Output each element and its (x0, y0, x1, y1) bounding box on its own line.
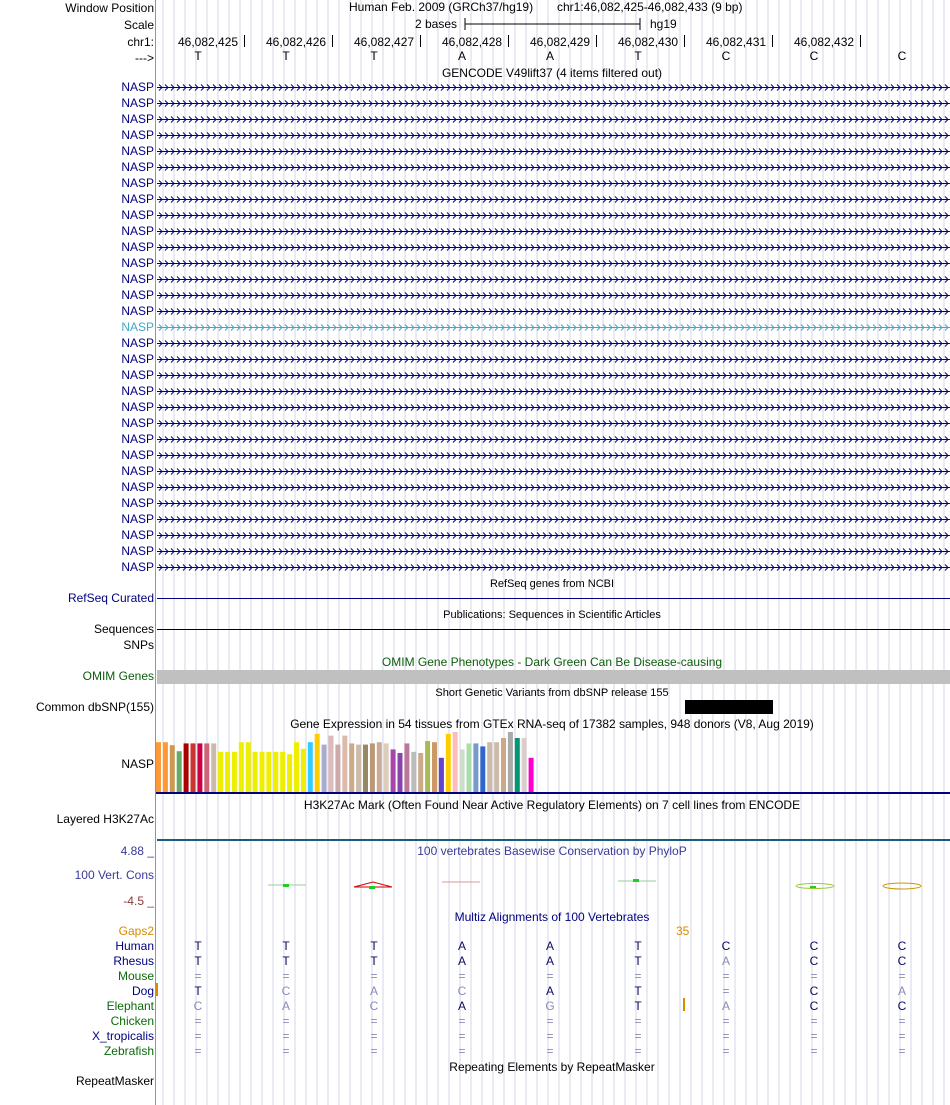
gencode-transcript-label[interactable]: NASP (121, 224, 154, 238)
gencode-transcript[interactable] (157, 547, 950, 556)
gencode-transcript[interactable] (157, 387, 950, 396)
reference-base: T (194, 49, 202, 63)
omim-title: OMIM Gene Phenotypes - Dark Green Can Be Disease-causing (381, 655, 723, 669)
aligned-base: A (721, 954, 730, 968)
gencode-transcript-label[interactable]: NASP (121, 192, 154, 206)
coordinate-tick (332, 35, 333, 47)
reference-base: T (370, 49, 378, 63)
gtex-tissue-bar (218, 752, 223, 792)
aligned-base: T (634, 954, 642, 968)
position-text: chr1:46,082,425-46,082,433 (9 bp) (557, 0, 743, 14)
aligned-base: = (722, 1044, 730, 1058)
aligned-base: = (810, 969, 818, 983)
gtex-tissue-bar (294, 742, 299, 792)
assembly-text: Human Feb. 2009 (GRCh37/hg19) (349, 0, 534, 14)
aligned-base: = (634, 1044, 642, 1058)
gtex-tissue-bar (349, 743, 354, 792)
reference-base: T (282, 49, 290, 63)
gtex-tissue-bar (404, 743, 409, 792)
gtex-tissue-bar (329, 736, 334, 792)
aligned-base: C (457, 984, 467, 998)
publications-title: Publications: Sequences in Scientific Articles (443, 609, 661, 621)
gencode-transcript[interactable] (157, 403, 950, 412)
gtex-tissue-bar (232, 752, 237, 792)
aligned-base: = (282, 1014, 290, 1028)
gtex-tissue-bar (170, 745, 175, 792)
gtex-tissue-bar (391, 749, 396, 792)
gtex-tissue-bar (266, 752, 271, 792)
gtex-tissue-bar (197, 743, 202, 792)
gencode-transcript-label[interactable]: NASP (121, 432, 154, 446)
reference-base: T (634, 49, 642, 63)
gtex-tissue-bar (432, 742, 437, 792)
gencode-transcript-label[interactable]: NASP (121, 528, 154, 542)
gencode-transcript[interactable] (157, 115, 950, 124)
gtex-tissue-bar (260, 752, 265, 792)
aligned-base: = (370, 1029, 378, 1043)
gtex-tissue-bar (487, 742, 492, 792)
coordinate-tick (244, 35, 245, 47)
gtex-tissue-bar (273, 752, 278, 792)
aligned-base: = (634, 969, 642, 983)
gencode-transcript-label[interactable]: NASP (121, 496, 154, 510)
gtex-tissue-bar (460, 749, 465, 792)
gencode-transcript-label[interactable]: NASP (121, 464, 154, 478)
aligned-base: C (809, 984, 819, 998)
aligned-base: T (634, 984, 642, 998)
refseq-title: RefSeq genes from NCBI (489, 578, 615, 590)
aligned-base: C (193, 999, 203, 1013)
aligned-base: = (282, 1044, 290, 1058)
gtex-tissue-bar (411, 752, 416, 792)
species-label[interactable]: X_tropicalis (91, 1029, 154, 1043)
phylop-bar (268, 884, 306, 887)
gtex-tissue-bar (398, 753, 403, 792)
gencode-transcript[interactable] (157, 179, 950, 188)
h3k27ac-label[interactable]: Layered H3K27Ac (56, 812, 154, 826)
phylop-bar (354, 882, 392, 889)
gtex-tissue-bar (473, 743, 478, 792)
aligned-base: = (722, 984, 730, 998)
gencode-transcript[interactable] (157, 163, 950, 172)
refseq-label[interactable]: RefSeq Curated (67, 591, 154, 605)
gtex-tissue-bar (384, 743, 389, 792)
coordinate-tick (508, 35, 509, 47)
species-label[interactable]: Elephant (106, 999, 154, 1013)
scale-bar (464, 16, 642, 32)
repeatmasker-title: Repeating Elements by RepeatMasker (449, 1060, 655, 1074)
gencode-transcript-label[interactable]: NASP (121, 416, 154, 430)
gtex-tissue-bar (494, 742, 499, 792)
gencode-transcript[interactable] (157, 195, 950, 204)
gencode-transcript-label[interactable]: NASP (121, 400, 154, 414)
reference-base: A (457, 49, 466, 63)
aligned-base: T (194, 939, 202, 953)
gencode-transcript[interactable] (157, 259, 950, 268)
gtex-tissue-bar (480, 746, 485, 792)
gencode-transcript-label[interactable]: NASP (121, 144, 154, 158)
coordinate-tick (772, 35, 773, 47)
gap-marker (683, 998, 685, 1011)
aligned-base: = (634, 1029, 642, 1043)
gencode-transcript-label[interactable]: NASP (121, 368, 154, 382)
phylop-max: 4.88 _ (120, 844, 154, 858)
aligned-base: = (282, 969, 290, 983)
aligned-base: C (897, 954, 907, 968)
gencode-transcript-label[interactable]: NASP (121, 448, 154, 462)
dbsnp-label[interactable]: Common dbSNP(155) (35, 700, 154, 714)
gtex-tissue-bar (439, 758, 444, 792)
aligned-base: G (545, 999, 555, 1013)
aligned-base: C (809, 939, 819, 953)
gencode-transcript[interactable] (157, 243, 950, 252)
label-column-border (155, 0, 156, 1105)
gencode-transcript[interactable] (157, 147, 950, 156)
aligned-base: A (545, 939, 554, 953)
omim-bar[interactable] (157, 670, 950, 684)
aligned-base: A (897, 984, 906, 998)
gencode-transcript-label[interactable]: NASP (121, 240, 154, 254)
aligned-base: = (194, 1044, 202, 1058)
gencode-transcript[interactable] (157, 563, 950, 572)
species-label[interactable]: Human (115, 939, 154, 953)
reference-base: C (897, 49, 907, 63)
reference-base: C (809, 49, 819, 63)
gtex-tissue-bar (522, 738, 527, 792)
gtex-tissue-bar (425, 741, 430, 792)
aligned-base: A (457, 954, 466, 968)
phylop-label[interactable]: 100 Vert. Cons (74, 868, 154, 882)
gencode-transcript[interactable] (157, 131, 950, 140)
aligned-base: C (721, 939, 731, 953)
gtex-tissue-bar (467, 743, 472, 792)
gtex-bar-chart[interactable] (156, 730, 950, 796)
coordinate-label: 46,082,427 (354, 35, 415, 49)
aligned-base: = (370, 969, 378, 983)
aligned-base: = (722, 1029, 730, 1043)
repeatmasker-label[interactable]: RepeatMasker (75, 1074, 154, 1088)
aligned-base: = (898, 1044, 906, 1058)
gtex-tissue-bar (177, 751, 182, 792)
phylop-bar (618, 879, 656, 882)
dbsnp-variant[interactable] (685, 700, 773, 714)
gencode-transcript[interactable] (157, 307, 950, 316)
multiz-title: Multiz Alignments of 100 Vertebrates (454, 910, 650, 924)
aligned-base: A (281, 999, 290, 1013)
coordinate-label: 46,082,429 (530, 35, 591, 49)
gencode-transcript[interactable] (157, 531, 950, 540)
aligned-base: C (369, 999, 379, 1013)
aligned-base: A (545, 954, 554, 968)
aligned-base: = (722, 1014, 730, 1028)
gtex-tissue-bar (322, 745, 327, 792)
gtex-tissue-bar (211, 743, 216, 792)
gtex-tissue-bar (501, 738, 506, 792)
gtex-tissue-bar (377, 742, 382, 792)
gtex-tissue-bar (363, 745, 368, 792)
gtex-tissue-bar (246, 742, 251, 792)
aligned-base: C (897, 939, 907, 953)
coordinate-label: 46,082,431 (706, 35, 767, 49)
aligned-base: = (634, 1014, 642, 1028)
gtex-tissue-bar (225, 752, 230, 792)
omim-label[interactable]: OMIM Genes (82, 669, 154, 683)
gap-marker (156, 983, 158, 996)
gtex-tissue-bar (191, 743, 196, 792)
aligned-base: A (721, 999, 730, 1013)
gencode-transcript[interactable] (157, 323, 950, 332)
sequences-line[interactable] (157, 629, 950, 630)
gencode-transcript[interactable] (157, 83, 950, 92)
aligned-base: = (194, 1029, 202, 1043)
gtex-tissue-bar (301, 749, 306, 792)
gencode-transcript[interactable] (157, 275, 950, 284)
phylop-title: 100 vertebrates Basewise Conservation by PhyloP (417, 844, 687, 858)
aligned-base: = (370, 1014, 378, 1028)
aligned-base: T (194, 984, 202, 998)
refseq-line[interactable] (157, 598, 950, 599)
gtex-tissue-bar (453, 732, 458, 792)
gtex-tissue-bar (418, 753, 423, 792)
gencode-transcript[interactable] (157, 355, 950, 364)
scale-db: hg19 (650, 17, 677, 31)
coordinate-label: 46,082,425 (178, 35, 239, 49)
coordinate-tick (420, 35, 421, 47)
coordinate-label: 46,082,432 (794, 35, 855, 49)
gencode-transcript-label[interactable]: NASP (121, 480, 154, 494)
gencode-transcript-label[interactable]: NASP (121, 560, 154, 574)
aligned-base: C (809, 999, 819, 1013)
aligned-base: T (194, 954, 202, 968)
gtex-tissue-bar (163, 742, 168, 792)
gtex-tissue-bar (156, 742, 161, 792)
aligned-base: = (546, 1014, 554, 1028)
gtex-tissue-bar (370, 743, 375, 792)
sequences-label[interactable]: Sequences (93, 622, 154, 636)
gencode-transcript-label[interactable]: NASP (121, 288, 154, 302)
gencode-transcript[interactable] (157, 339, 950, 348)
aligned-base: = (898, 1014, 906, 1028)
gtex-label[interactable]: NASP (121, 757, 154, 771)
gencode-transcript-label[interactable]: NASP (121, 544, 154, 558)
gencode-transcript-label[interactable]: NASP (121, 336, 154, 350)
phylop-min: -4.5 _ (123, 894, 154, 908)
aligned-base: = (810, 1029, 818, 1043)
phylop-bar (883, 883, 921, 889)
h3k27ac-title: H3K27Ac Mark (Often Found Near Active Regulatory Elements) on 7 cell lines from ENCODE (303, 798, 801, 812)
gencode-transcript-label[interactable]: NASP (121, 272, 154, 286)
aligned-base: T (282, 939, 290, 953)
gtex-tissue-bar (515, 738, 520, 792)
aligned-base: = (194, 969, 202, 983)
h3k27ac-signal[interactable] (157, 839, 950, 841)
dbsnp-title: Short Genetic Variants from dbSNP release 155 (435, 687, 669, 699)
gtex-tissue-bar (335, 745, 340, 792)
coordinate-tick (596, 35, 597, 47)
aligned-base: T (634, 939, 642, 953)
aligned-base: C (281, 984, 291, 998)
aligned-base: = (458, 1044, 466, 1058)
gencode-transcript-label[interactable]: NASP (121, 112, 154, 126)
aligned-base: T (282, 954, 290, 968)
gtex-tissue-bar (287, 754, 292, 792)
gencode-transcript-label[interactable]: NASP (121, 80, 154, 94)
phylop-graph[interactable] (156, 860, 950, 900)
reference-base: A (545, 49, 554, 63)
gencode-transcript-label[interactable]: NASP (121, 208, 154, 222)
gtex-tissue-bar (184, 743, 189, 792)
snps-label[interactable]: SNPs (123, 638, 154, 652)
aligned-base: = (458, 969, 466, 983)
gtex-tissue-bar (356, 745, 361, 792)
aligned-base: = (194, 1014, 202, 1028)
phylop-bar (796, 884, 834, 889)
aligned-base: = (546, 969, 554, 983)
coordinate-label: 46,082,426 (266, 35, 327, 49)
aligned-base: = (898, 1029, 906, 1043)
species-label[interactable]: Chicken (110, 1014, 154, 1028)
aligned-base: = (282, 1029, 290, 1043)
gencode-transcript[interactable] (157, 515, 950, 524)
coordinate-label: 46,082,430 (618, 35, 679, 49)
gencode-transcript[interactable] (157, 291, 950, 300)
chrom-label: chr1: (127, 35, 154, 49)
aligned-base: = (810, 1014, 818, 1028)
aligned-base: = (898, 969, 906, 983)
aligned-base: A (369, 984, 378, 998)
coordinate-tick (684, 35, 685, 47)
aligned-base: C (809, 954, 819, 968)
scale-label: Scale (123, 18, 154, 32)
gencode-transcript-label[interactable]: NASP (121, 176, 154, 190)
aligned-base: T (634, 999, 642, 1013)
aligned-base: = (810, 1044, 818, 1058)
aligned-base: T (370, 954, 378, 968)
gencode-transcript[interactable] (157, 211, 950, 220)
gencode-transcript-label[interactable]: NASP (121, 304, 154, 318)
aligned-base: C (897, 999, 907, 1013)
gencode-transcript[interactable] (157, 499, 950, 508)
aligned-base: = (546, 1044, 554, 1058)
aligned-base: A (545, 984, 554, 998)
reference-base: C (721, 49, 731, 63)
gencode-transcript[interactable] (157, 467, 950, 476)
gaps-label: Gaps2 (118, 924, 154, 938)
gtex-tissue-bar (508, 732, 513, 792)
gencode-transcript[interactable] (157, 227, 950, 236)
gtex-tissue-bar (280, 752, 285, 792)
gencode-transcript-label[interactable]: NASP (121, 160, 154, 174)
gencode-transcript[interactable] (157, 451, 950, 460)
gencode-transcript-label[interactable]: NASP (121, 96, 154, 110)
species-label[interactable]: Dog (131, 984, 154, 998)
gencode-transcript[interactable] (157, 419, 950, 428)
gtex-tissue-bar (446, 734, 451, 792)
gtex-tissue-bar (342, 736, 347, 792)
gencode-transcript-label[interactable]: NASP (121, 352, 154, 366)
window-position-label: Window Position (65, 1, 154, 15)
aligned-base: A (457, 999, 466, 1013)
gencode-transcript[interactable] (157, 483, 950, 492)
aligned-base: A (457, 939, 466, 953)
gtex-tissue-bar (253, 752, 258, 792)
aligned-base: = (722, 969, 730, 983)
gencode-title: GENCODE V49lift37 (4 items filtered out) (441, 66, 663, 80)
scale-text: 2 bases (415, 17, 458, 31)
gencode-transcript-label[interactable]: NASP (121, 384, 154, 398)
coordinate-label: 46,082,428 (442, 35, 503, 49)
species-label[interactable]: Zebrafish (103, 1044, 154, 1058)
gencode-transcript[interactable] (157, 99, 950, 108)
gencode-transcript-label[interactable]: NASP (121, 256, 154, 270)
gtex-tissue-bar (239, 742, 244, 792)
gencode-transcript-label[interactable]: NASP (121, 320, 154, 334)
coordinate-tick (860, 35, 861, 47)
gtex-title: Gene Expression in 54 tissues from GTEx RNA-seq of 17382 samples, 948 donors (V8, Aug 2019) (290, 717, 814, 731)
gtex-tissue-bar (315, 734, 320, 792)
species-label[interactable]: Mouse (117, 969, 154, 983)
strand-label: ---> (135, 51, 154, 65)
aligned-base: = (370, 1044, 378, 1058)
species-label[interactable]: Rhesus (113, 954, 154, 968)
gaps-value: 35 (676, 924, 690, 938)
aligned-base: = (546, 1029, 554, 1043)
gtex-tissue-bar (308, 742, 313, 792)
gtex-tissue-bar (204, 743, 209, 792)
gencode-transcript[interactable] (157, 435, 950, 444)
gencode-transcript-label[interactable]: NASP (121, 128, 154, 142)
gtex-tissue-bar (529, 758, 534, 792)
aligned-base: T (370, 939, 378, 953)
gencode-transcript[interactable] (157, 371, 950, 380)
aligned-base: = (458, 1014, 466, 1028)
gencode-transcript-label[interactable]: NASP (121, 512, 154, 526)
aligned-base: = (458, 1029, 466, 1043)
